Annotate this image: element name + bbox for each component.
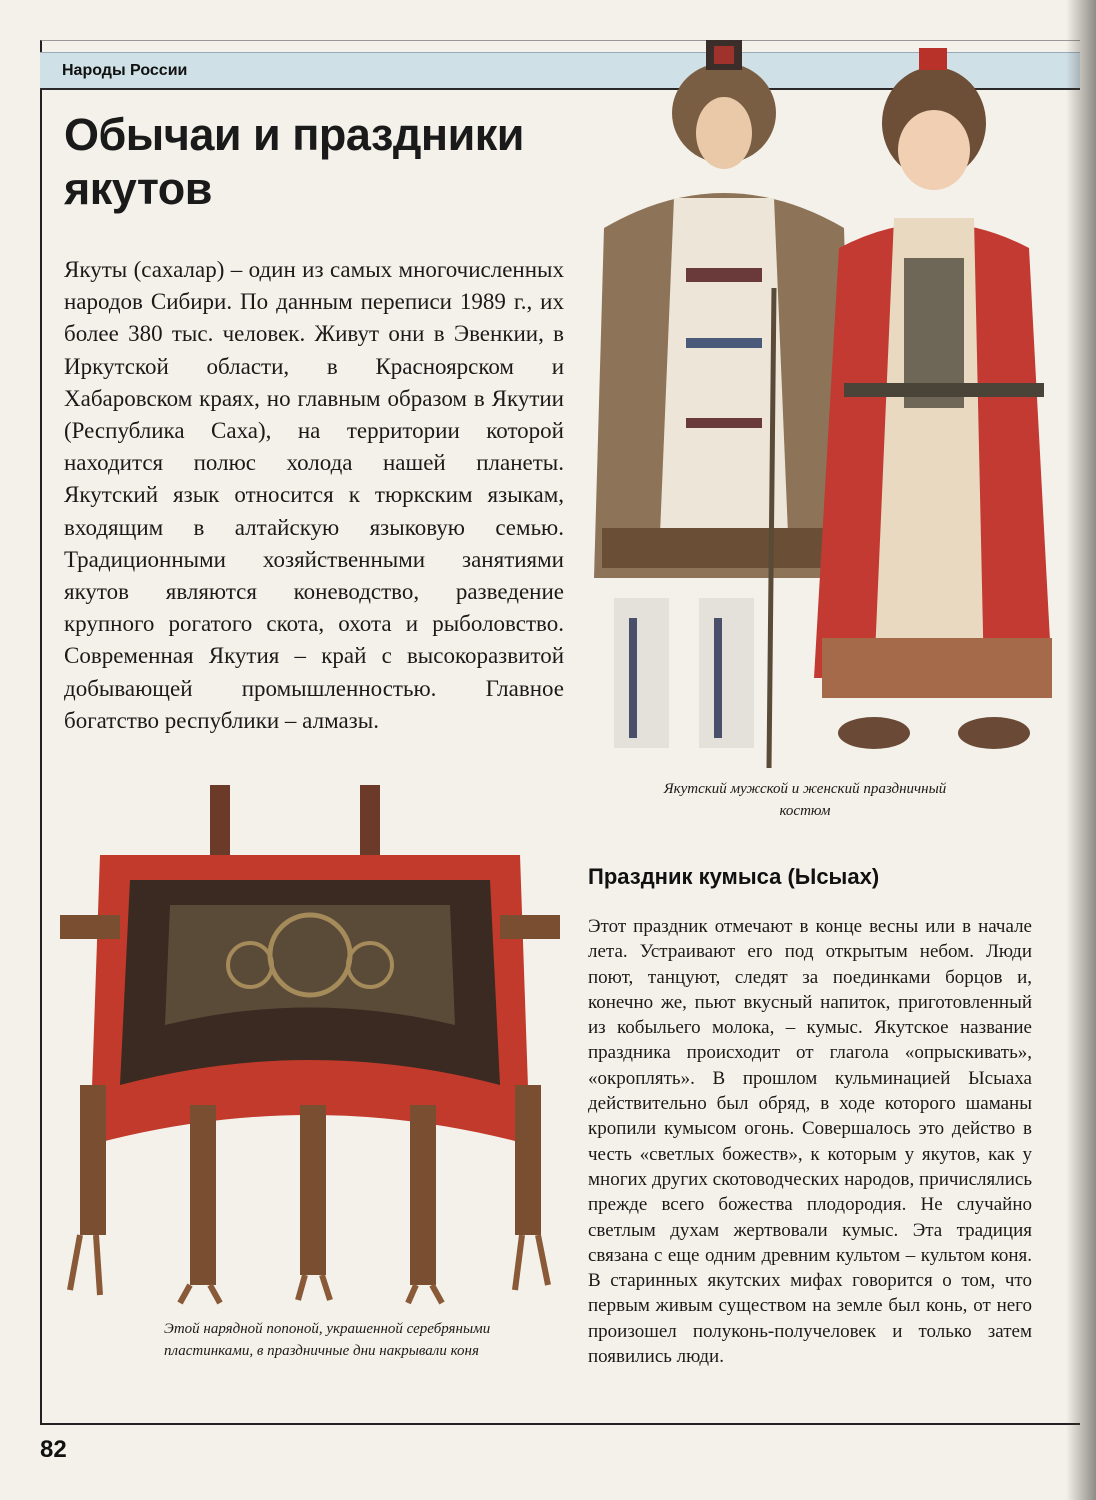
intro-paragraph: Якуты (сахалар) – один из самых многочисленных народов Сибири. По данным переписи 1989 г., их более 380 тыс. человек. Живут они в Эвенкии, в Иркутской области, в Красноярском и Хабаровском краях, но главным образом в Якутии (Республика Саха), на территории которой находится полюс холода нашей планеты. Якутский язык относится к тюркским языкам, входящим в алтайскую языковую семью. Традиционными хозяйственными занятиями якутов являются коневодство, разведение крупного рогатого скота, охота и рыболовство. Современная Якутия – край с высокоразвитой добывающей промышленностью. Главное богатство республики – алмазы. [64,257,564,733]
kumys-festival-paragraph: Этот праздник отмечают в конце весны или в начале лета. Устраивают его под открытым небом. Люди поют, танцуют, следят за поединками борцов и, конечно же, пьют вкусный напиток, приготовленный из кобыльего молока, – кумыс. Якутское название праздника происходит от глагола «опрыскивать», «окроплять». В прошлом кульминацией Ысыаха действительно был обряд, в ходе которого шаманы кропили кумысом огонь. Совершалось это действо в честь «светлых божеств», к которым у якутов, как у многих других скотоводческих народов, причислялись прежде всего божества плодородия. Не случайно светлым духам жертвовали кумыс. Эта традиция связана с еще одним древним культом – культом коня. В старинных якутских мифах говорится о том, что первым живым существом на земле был конь, от него произошел полуконь-получеловек и только затем появились люди. [588,916,1032,1368]
man-figure [594,40,854,768]
page-title: Обычаи и праздники якутов [64,109,524,214]
kumys-festival-title: Праздник кумыса (Ысыах) [588,864,880,889]
costume-illustration [574,38,1054,768]
binding-shadow [1066,0,1096,1500]
saddle-cloth-caption: Этой нарядной попоной, украшенной серебряными пластинками, в праздничные дни накрывали коня [164,1321,491,1359]
page-number: 82 [40,1436,67,1463]
saddle-cloth-illustration [60,785,560,1305]
woman-figure [814,48,1052,749]
costume-caption: Якутский мужской и женский праздничный костюм [663,781,947,819]
section-header-label: Народы России [62,62,188,79]
